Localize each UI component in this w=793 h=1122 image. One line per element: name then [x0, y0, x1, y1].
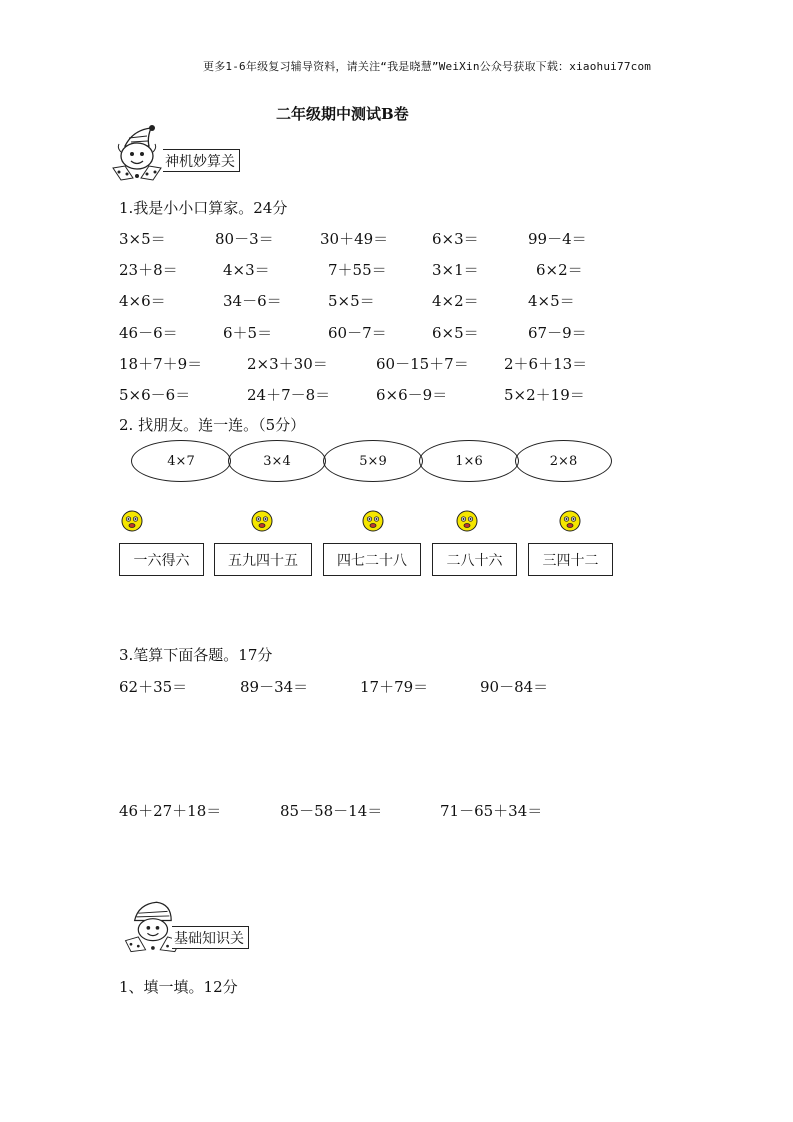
equation: 23＋8＝	[119, 261, 178, 279]
smiley-icon	[121, 510, 143, 532]
oval-expression[interactable]: 1×6	[419, 440, 519, 482]
multiplication-rhyme-box[interactable]: 三四十二	[528, 543, 613, 576]
equation: 3×5＝	[119, 230, 166, 248]
banner-2-label: 基础知识关	[172, 926, 249, 949]
equation: 5×5＝	[328, 292, 375, 310]
smiley-icon	[251, 510, 273, 532]
equation: 6×3＝	[432, 230, 479, 248]
equation: 46－6＝	[119, 324, 178, 342]
equation: 80－3＝	[215, 230, 274, 248]
equation: 18＋7＋9＝	[119, 355, 203, 373]
section-banner-2	[120, 898, 270, 958]
page-title: 二年级期中测试B卷	[276, 105, 409, 123]
multiplication-rhyme-box[interactable]: 五九四十五	[214, 543, 312, 576]
oval-expression[interactable]: 5×9	[323, 440, 423, 482]
written-calc: 89－34＝	[240, 678, 309, 696]
equation: 5×6－6＝	[119, 386, 191, 404]
smiley-icon	[559, 510, 581, 532]
q2-heading: 2. 找朋友。连一连。（5分）	[119, 416, 306, 434]
written-calc: 90－84＝	[480, 678, 549, 696]
written-calc: 85－58－14＝	[280, 802, 383, 820]
equation: 5×2＋19＝	[504, 386, 585, 404]
multiplication-rhyme-box[interactable]: 二八十六	[432, 543, 517, 576]
banner-1-label: 神机妙算关	[163, 149, 240, 172]
header-note: 更多1-6年级复习辅导资料，请关注“我是晓慧”WeiXin公众号获取下载：xiaohui77com	[203, 60, 652, 73]
equation: 24＋7－8＝	[247, 386, 331, 404]
equation: 2＋6＋13＝	[504, 355, 588, 373]
written-calc: 71－65＋34＝	[440, 802, 543, 820]
equation: 60－15＋7＝	[376, 355, 469, 373]
written-calc: 46＋27＋18＝	[119, 802, 222, 820]
multiplication-rhyme-box[interactable]: 一六得六	[119, 543, 204, 576]
equation: 6×2＝	[536, 261, 583, 279]
equation: 7＋55＝	[328, 261, 387, 279]
oval-expression[interactable]: 3×4	[228, 440, 326, 482]
equation: 3×1＝	[432, 261, 479, 279]
written-calc: 17＋79＝	[360, 678, 429, 696]
smiley-icon	[362, 510, 384, 532]
q1-heading: 1.我是小小口算家。24分	[119, 199, 288, 217]
section-banner-1	[103, 124, 263, 184]
written-calc: 62＋35＝	[119, 678, 188, 696]
equation: 4×5＝	[528, 292, 575, 310]
equation: 2×3＋30＝	[247, 355, 328, 373]
equation: 4×6＝	[119, 292, 166, 310]
oval-expression[interactable]: 2×8	[515, 440, 612, 482]
equation: 4×3＝	[223, 261, 270, 279]
s2-heading: 1、填一填。12分	[119, 978, 238, 996]
equation: 34－6＝	[223, 292, 282, 310]
oval-expression[interactable]: 4×7	[131, 440, 231, 482]
equation: 67－9＝	[528, 324, 587, 342]
equation: 4×2＝	[432, 292, 479, 310]
equation: 99－4＝	[528, 230, 587, 248]
equation: 60－7＝	[328, 324, 387, 342]
multiplication-rhyme-box[interactable]: 四七二十八	[323, 543, 421, 576]
equation: 6×5＝	[432, 324, 479, 342]
equation: 30＋49＝	[320, 230, 389, 248]
equation: 6×6－9＝	[376, 386, 448, 404]
smiley-icon	[456, 510, 478, 532]
equation: 6＋5＝	[223, 324, 273, 342]
q3-heading: 3.笔算下面各题。17分	[119, 646, 273, 664]
